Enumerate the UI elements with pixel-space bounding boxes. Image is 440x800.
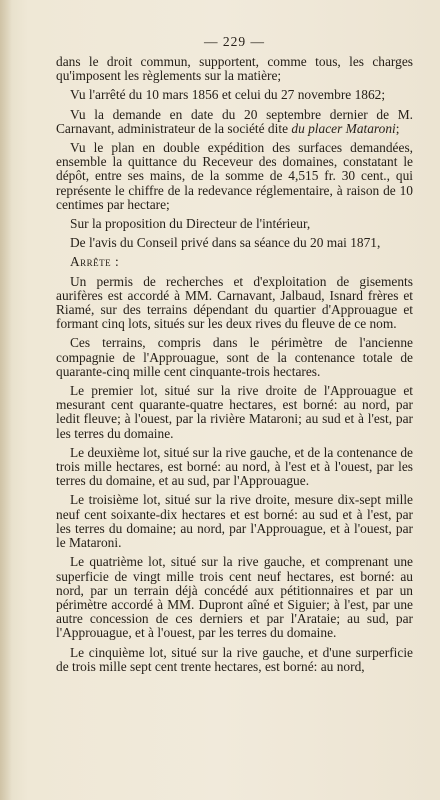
paragraph-continuation: dans le droit commun, supportent, comme tous, les charges qu'imposent les règlements sur la matière; xyxy=(56,54,413,84)
paragraph-avis-conseil: De l'avis du Conseil privé dans sa séance du 20 mai 1871, xyxy=(70,235,381,251)
paragraph-vu-demande: Vu la demande en date du 20 septembre dernier de M. Carnavant, administrateur de la société dite du placer Mataroni; xyxy=(56,106,413,136)
paragraph-arrete-heading: Arrête : xyxy=(70,254,120,270)
paragraph-cinquieme-lot: Le cinquième lot, situé sur la rive gauche, et d'une surperficie de trois mille sept cent trente hectares, est borné: au nord, xyxy=(56,644,413,674)
paragraph-vu-arrete: Vu l'arrêté du 10 mars 1856 et celui du 27 novembre 1862; xyxy=(70,87,386,103)
paragraph-vu-plan: Vu le plan en double expédition des surfaces demandées, ensemble la quittance du Receveur des domaines, constatant le dépôt, entre ses mains, de la somme de 4,515 fr. 30 cent., qui représente le chiffre de la redevance réglementaire, à raison de 10 centimes par hectare; xyxy=(56,140,413,212)
page-number: — 229 — xyxy=(204,34,265,49)
binding-gutter xyxy=(0,0,12,800)
paragraph-terrains: Ces terrains, compris dans le périmètre de l'ancienne compagnie de l'Approuague, sont de la contenance totale de quarante-cinq mille cent cinquante-trois hectares. xyxy=(56,335,413,379)
paragraph-permis: Un permis de recherches et d'exploitation de gisements aurifères est accordé à MM. Carnavant, Jalbaud, Isnard frères et Riamé, sur des terrains dépendant du quartier d'Approuague et formant cinq lots, situés sur les deux rives du fleuve de ce nom. xyxy=(56,273,413,332)
paragraph-deuxieme-lot: Le deuxième lot, situé sur la rive gauche, et de la contenance de trois mille hectares, est borné: au nord, à l'est et à l'ouest, par les terres du domaine, et au sud, par l'Approuague. xyxy=(56,444,413,489)
paragraph-troisieme-lot: Le troisième lot, situé sur la rive droite, mesure dix-sept mille neuf cent soixante-dix hectares et est borné: au sud et à l'est, par les terres du domaine; au nord, par l'Approuague, et à l'ouest, par le Mataroni. xyxy=(56,492,413,551)
society-name: du placer Mataroni xyxy=(291,120,396,136)
paragraph-proposition: Sur la proposition du Directeur de l'intérieur, xyxy=(70,216,311,232)
paragraph-quatrieme-lot: Le quatrième lot, situé sur la rive gauche, et comprenant une superficie de vingt mille trois cent neuf hectares, est borné: au nord, par un terrain déjà concédé aux pétitionnaires et par un périmètre accordé à MM. Dupront aîné et Siguier; à l'est, par une autre concession de ces derniers et par l'Arataie; au sud, par l'Approuague, et à l'ouest, par les terres du domaine. xyxy=(56,554,413,641)
paragraph-premier-lot: Le premier lot, situé sur la rive droite de l'Approuague et mesurant cent quarante-quatre hectares, est borné: au nord, par ledit fleuve; à l'ouest, par la rivière Mataroni; au sud et à l'est, par les terres du domaine. xyxy=(56,383,413,441)
